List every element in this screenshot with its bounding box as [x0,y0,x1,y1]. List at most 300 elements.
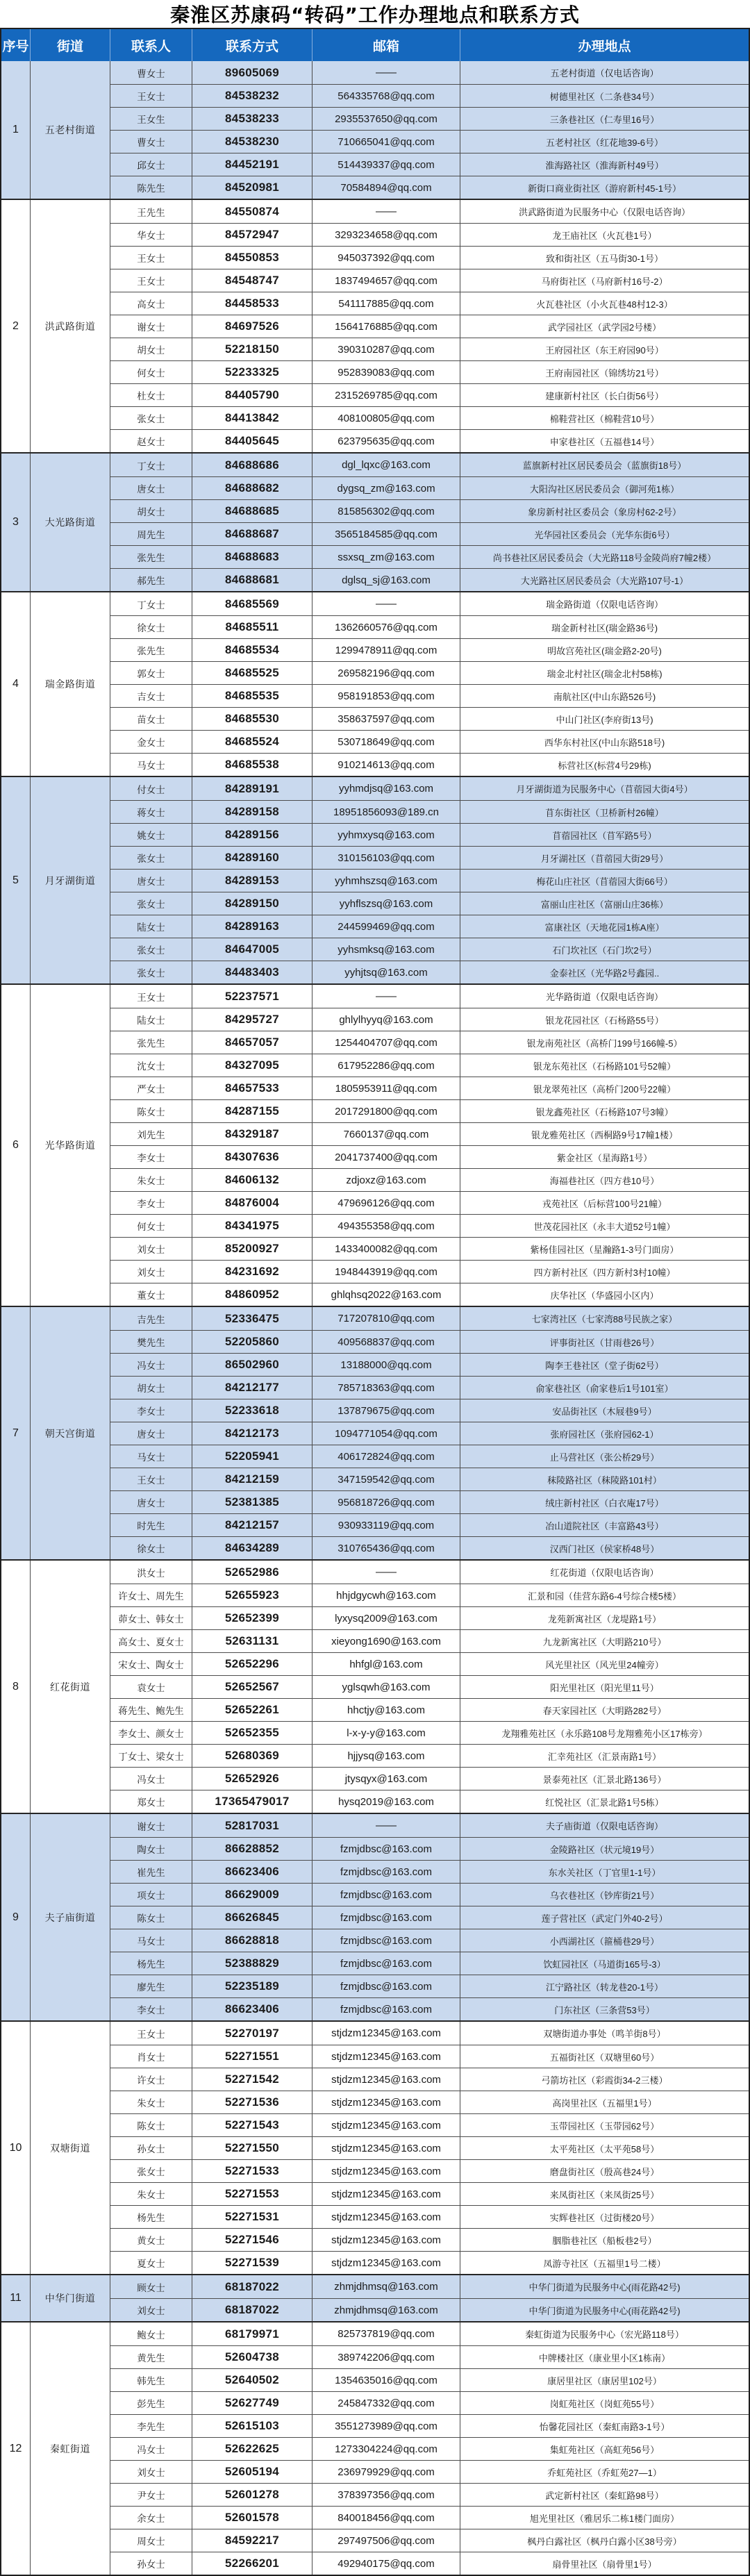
table-row [110,2228,749,2251]
table-row [110,1422,749,1445]
email-cell: 717207810@qq.com [312,1307,460,1330]
location-cell: 秦虹街道为民服务中心（宏光路118号） [525,2329,684,2340]
contact-name-cell: 刘女士 [110,1238,192,1260]
phone-cell: 52235189 [192,1975,312,1997]
phone-cell: 52271551 [192,2045,312,2068]
table-row [110,2251,749,2274]
email-cell: stjdzm12345@163.com [312,2022,460,2045]
contact-name-cell: 鲍女士 [110,2322,192,2345]
location-cell: 武学园社区（武学园2号楼） [547,322,662,333]
phone-cell: 84688682 [192,477,312,499]
contact-name-cell: 周先生 [110,523,192,545]
phone-cell: 68187022 [192,2275,312,2298]
phone-cell: 89605069 [192,61,312,84]
email-cell: lyxysq2009@163.com [312,1607,460,1629]
location-cell: 红花街道（仅限电话咨询） [550,1568,659,1578]
contact-name-cell: 王女士 [110,247,192,269]
location-cell: 西华东村社区(中山东路518号) [544,737,665,748]
contact-name-cell: 许女士 [110,2068,192,2091]
table-row [110,961,749,983]
location-cell: 庆华社区（华盛园小区内） [550,1290,659,1301]
section-number-cell: 12 [1,2322,31,2575]
section-number-cell: 10 [1,2022,31,2274]
location-cell: 银龙花园社区（石杨路55号） [545,1015,664,1026]
contact-name-cell: 马女士 [110,1929,192,1952]
email-cell: 310156103@qq.com [312,847,460,869]
email-cell: 617952286@qq.com [312,1054,460,1077]
location-cell: 春天家园社区（大明路282号） [542,1705,667,1716]
location-cell: 汇景和园（佳营东路6-4号综合楼5楼） [527,1590,682,1602]
contact-name-cell: 洪女士 [110,1561,192,1584]
contact-name-cell: 苗女士 [110,708,192,730]
contact-name-cell: 马女士 [110,754,192,776]
location-cell: 淮海路社区（淮海新村49号） [545,160,664,171]
section-number-cell: 3 [1,454,31,591]
location-cell: 评事街社区（甘雨巷26号） [549,1337,660,1348]
location-cell: 紫杨佳园社区（星瀚路1-3号门面房） [530,1244,679,1255]
email-cell: 7660137@qq.com [312,1123,460,1145]
location-cell: 九龙新寓社区（大明路210号） [542,1636,667,1647]
email-cell: stjdzm12345@163.com [312,2160,460,2182]
location-cell: 龙王庙社区（火瓦巷1号） [552,230,657,241]
location-cell: 冶山道院社区（丰富路43号） [545,1520,664,1531]
email-cell: 13188000@qq.com [312,1354,460,1376]
location-cell: 止马营社区（张公桥29号） [549,1452,660,1463]
street-section [1,2274,749,2321]
table-row [110,1790,749,1813]
phone-cell: 84287155 [192,1100,312,1122]
email-cell: zhmjdhmsq@163.com [312,2299,460,2321]
table-row [110,1906,749,1929]
contact-name-cell: 李女士 [110,1399,192,1422]
email-cell: 358637597@qq.com [312,708,460,730]
section-rows [110,985,749,1306]
location-cell: 汇幸苑社区（汇景南路1号） [547,1751,662,1762]
table-row [110,1536,749,1559]
location-cell: 怡馨花园社区（秦虹南路3-1号） [539,2421,670,2432]
email-cell: fzmjdbsc@163.com [312,1906,460,1929]
email-cell: dgl_lqxc@163.com [312,454,460,476]
table-row [110,1330,749,1353]
email-cell: 492940175@qq.com [312,2552,460,2575]
phone-cell: 84327095 [192,1054,312,1077]
contact-name-cell: 徐女士 [110,1537,192,1559]
contact-name-cell: 黄女士 [110,2229,192,2251]
location-cell: 象房新村社区委员会（象房村62-2号） [527,506,682,517]
table-row [110,1652,749,1675]
phone-cell: 52655923 [192,1584,312,1606]
email-cell: 514439337@qq.com [312,153,460,176]
contact-name-cell: 刘女士 [110,2299,192,2321]
contact-table [0,28,750,2576]
email-cell: 2017291800@qq.com [312,1100,460,1122]
table-row [110,1307,749,1330]
email-cell: stjdzm12345@163.com [312,2252,460,2274]
phone-cell: 84413842 [192,407,312,429]
email-cell: 1805953911@qq.com [312,1077,460,1099]
table-row [110,1698,749,1721]
email-cell: fzmjdbsc@163.com [312,1998,460,2020]
table-row [110,800,749,823]
contact-name-cell: 张先生 [110,639,192,661]
phone-cell: 52271533 [192,2160,312,2182]
email-cell: —— [312,200,460,223]
email-cell: hysq2019@163.com [312,1790,460,1813]
section-rows [110,2275,749,2321]
email-cell: hhctjy@163.com [312,1699,460,1721]
phone-cell: 84657057 [192,1031,312,1054]
phone-cell: 84572947 [192,224,312,246]
phone-cell: 52381385 [192,1491,312,1513]
contact-name-cell: 王女生 [110,108,192,130]
phone-cell: 84657533 [192,1077,312,1099]
phone-cell: 84212159 [192,1468,312,1490]
phone-cell: 52271550 [192,2137,312,2159]
contact-name-cell: 冯女士 [110,2438,192,2460]
phone-cell: 84685569 [192,592,312,615]
contact-name-cell: 王女士 [110,2022,192,2045]
phone-cell: 84483403 [192,961,312,983]
location-cell: 银龙雅苑社区（西桐路9号17幢1楼） [531,1129,678,1140]
header-seq-no: 序号 [1,29,31,61]
location-cell: 秣陵路社区（秣陵路101村） [547,1474,662,1486]
email-cell: 310765436@qq.com [312,1537,460,1559]
email-cell: 137879675@qq.com [312,1399,460,1422]
contact-name-cell: 唐女士 [110,1491,192,1513]
table-row [110,176,749,199]
phone-cell: 52601578 [192,2507,312,2529]
table-row [110,1513,749,1536]
email-cell: 245847332@qq.com [312,2392,460,2414]
contact-name-cell: 华女士 [110,224,192,246]
email-cell: 785718363@qq.com [312,1377,460,1399]
contact-name-cell: 崔先生 [110,1861,192,1883]
location-cell: 风光里社区（风光里24幢旁） [545,1659,664,1670]
street-name-cell: 双塘街道 [31,2022,110,2274]
phone-cell: 84452191 [192,153,312,176]
phone-cell: 52604738 [192,2346,312,2368]
table-row [110,107,749,130]
contact-name-cell: 付女士 [110,777,192,800]
section-rows [110,1307,749,1559]
contact-name-cell: 朱女士 [110,2091,192,2113]
location-cell: 弓箭坊社区（彩霞街34-2三楼） [541,2075,668,2086]
street-section [1,2321,749,2575]
table-row [110,1283,749,1306]
phone-cell: 84295727 [192,1008,312,1031]
phone-cell: 84688685 [192,500,312,522]
section-rows [110,592,749,776]
location-cell: 王府园社区（东王府园90号） [545,344,664,356]
phone-cell: 17365479017 [192,1790,312,1813]
location-cell: 安品街社区（木屐巷9号） [552,1406,657,1417]
contact-name-cell: 李先生 [110,2415,192,2437]
location-cell: 新街口商业街社区（游府新村45-1号） [527,183,682,194]
phone-cell: 52652355 [192,1722,312,1744]
table-row [110,84,749,107]
contact-name-cell: 陈女士 [110,1906,192,1929]
contact-name-cell: 肖女士 [110,2045,192,2068]
header-email: 邮箱 [312,29,460,61]
street-name-cell: 光华路街道 [31,985,110,1306]
phone-cell: 52270197 [192,2022,312,2045]
contact-name-cell: 项女士 [110,1884,192,1906]
location-cell: 实辉巷社区（过街楼20号） [549,2212,660,2223]
email-cell: 2041737400@qq.com [312,1146,460,1168]
table-row [110,2322,749,2345]
contact-name-cell: 韩先生 [110,2369,192,2391]
email-cell: ghlqhsq2022@163.com [312,1283,460,1306]
location-cell: 戎苑社区（后标营100号21幢） [542,1198,667,1209]
email-cell: 390310287@qq.com [312,338,460,360]
phone-cell: 52271546 [192,2229,312,2251]
phone-cell: 52336475 [192,1307,312,1330]
street-name-cell: 五老村街道 [31,61,110,199]
location-cell: 景泰苑社区（汇景北路136号） [542,1774,667,1785]
location-cell: 树德里社区（二条巷34号） [549,91,660,102]
email-cell: yyhmdjsq@163.com [312,777,460,800]
phone-cell: 86626845 [192,1906,312,1929]
email-cell: 389742206@qq.com [312,2346,460,2368]
phone-cell: 84329187 [192,1123,312,1145]
contact-name-cell: 朱女士 [110,2183,192,2205]
table-row [110,2298,749,2321]
email-cell: 958191853@qq.com [312,685,460,707]
contact-name-cell: 杜女士 [110,384,192,406]
email-cell: 1299478911@qq.com [312,639,460,661]
section-number-cell: 7 [1,1307,31,1559]
location-cell: 南航社区(中山东路526号) [553,691,656,702]
contact-name-cell: 胡女士 [110,500,192,522]
phone-cell: 52817031 [192,1814,312,1837]
table-row [110,938,749,961]
contact-name-cell: 王女士 [110,1468,192,1490]
street-section [1,591,749,776]
phone-cell: 52652261 [192,1699,312,1721]
phone-cell: 84688687 [192,523,312,545]
phone-cell: 84685525 [192,662,312,684]
street-name-cell: 秦虹街道 [31,2322,110,2575]
street-name-cell: 朝天宫街道 [31,1307,110,1559]
table-row [110,1399,749,1422]
location-cell: 胭脂巷社区（船板巷2号） [552,2235,657,2246]
contact-name-cell: 陈先生 [110,176,192,199]
location-cell: 五老村街道（仅电话咨询） [550,68,659,78]
email-cell: 409568837@qq.com [312,1331,460,1353]
contact-name-cell: 宋女士、陶女士 [110,1653,192,1675]
contact-name-cell: 陈女士 [110,1100,192,1122]
phone-cell: 86628852 [192,1838,312,1860]
location-cell: 武定新村社区（秦虹路98号） [545,2490,664,2501]
contact-name-cell: 刘女士 [110,2461,192,2483]
table-row [110,2275,749,2298]
email-cell: xieyong1690@163.com [312,1630,460,1652]
email-cell: 244599469@qq.com [312,915,460,938]
table-row [110,1860,749,1883]
street-name-cell: 夫子庙街道 [31,1814,110,2020]
phone-cell: 84405790 [192,384,312,406]
email-cell: fzmjdbsc@163.com [312,1929,460,1952]
email-cell: 840018456@qq.com [312,2507,460,2529]
table-row [110,454,749,476]
email-cell: l-x-y-y@163.com [312,1722,460,1744]
phone-cell: 84289156 [192,824,312,846]
email-cell: stjdzm12345@163.com [312,2229,460,2251]
email-cell: stjdzm12345@163.com [312,2206,460,2228]
table-row [110,1237,749,1260]
phone-cell: 84550874 [192,200,312,223]
contact-name-cell: 郭女士 [110,662,192,684]
email-cell: 541117885@qq.com [312,292,460,315]
contact-name-cell: 唐女士 [110,870,192,892]
contact-name-cell: 唐女士 [110,1422,192,1445]
email-cell: 408100805@qq.com [312,407,460,429]
table-row [110,153,749,176]
location-cell: 大阳沟社区居民委员会（御河苑1栋） [529,483,680,495]
contact-name-cell: 唐女士 [110,477,192,499]
table-row [110,1260,749,1283]
section-number-cell: 9 [1,1814,31,2020]
table-row [110,2113,749,2136]
contact-name-cell: 李女士 [110,1192,192,1214]
email-cell: fzmjdbsc@163.com [312,1861,460,1883]
contact-name-cell: 蒋先生、鲍先生 [110,1699,192,1721]
phone-cell: 68187022 [192,2299,312,2321]
street-section [1,452,749,591]
location-cell: 莲子营社区（武定门外40-2号） [541,1913,668,1924]
table-row [110,522,749,545]
table-row [110,1675,749,1698]
phone-cell: 84538233 [192,108,312,130]
table-row [110,869,749,892]
table-row [110,1561,749,1584]
email-cell: 3565184585@qq.com [312,523,460,545]
phone-cell: 84685535 [192,685,312,707]
phone-cell: 52652926 [192,1768,312,1790]
contact-name-cell: 王女士 [110,985,192,1008]
location-cell: 中华门街道为民服务中心(雨花路42号) [528,2305,681,2316]
table-row [110,1584,749,1606]
location-cell: 旭光里社区（雅居乐二栋1楼门面房） [529,2513,680,2524]
email-cell: 406172824@qq.com [312,1445,460,1468]
table-row [110,499,749,522]
email-cell: 710665041@qq.com [312,131,460,153]
contact-name-cell: 严女士 [110,1077,192,1099]
location-cell: 梅花山庄社区（苜蓿园大街66号） [536,876,673,887]
location-cell: 龙翔雅苑社区（永乐路108号龙翔雅苑小区17栋旁） [501,1728,708,1739]
phone-cell: 52652399 [192,1607,312,1629]
phone-cell: 52601278 [192,2484,312,2506]
phone-cell: 84289160 [192,847,312,869]
location-cell: 龙苑新寓社区（龙堤路1号） [547,1613,662,1624]
email-cell: yyhflszsq@163.com [312,892,460,915]
location-cell: 康居里社区（康居里102号） [547,2375,662,2386]
contact-name-cell: 杨先生 [110,1952,192,1975]
section-rows [110,1561,749,1813]
phone-cell: 52271542 [192,2068,312,2091]
table-row [110,2022,749,2045]
table-row [110,476,749,499]
contact-name-cell: 黄先生 [110,2346,192,2368]
table-row [110,2159,749,2182]
location-cell: 世茂花园社区（永丰大道52号1幢） [533,1221,676,1232]
location-cell: 标营社区(标营4号29栋) [558,760,651,771]
table-body [1,61,749,2575]
email-cell: 347159542@qq.com [312,1468,460,1490]
table-row [110,429,749,452]
header-street: 街道 [31,29,110,61]
street-name-cell: 红花街道 [31,1561,110,1813]
contact-name-cell: 陈女士 [110,2114,192,2136]
table-row [110,2136,749,2159]
table-row [110,130,749,153]
location-cell: 光华路街道（仅限电话咨询） [545,992,663,1002]
contact-name-cell: 樊先生 [110,1331,192,1353]
street-name-cell: 洪武路街道 [31,200,110,452]
location-cell: 乔虹苑社区（乔虹苑27—1） [547,2467,662,2478]
email-cell: hjjysq@163.com [312,1745,460,1767]
table-row [110,315,749,338]
email-cell: 18951856093@189.cn [312,801,460,823]
email-cell: 815856302@qq.com [312,500,460,522]
phone-cell: 84685530 [192,708,312,730]
email-cell: hhfgl@163.com [312,1653,460,1675]
phone-cell: 52237571 [192,985,312,1008]
contact-name-cell: 冯女士 [110,1354,192,1376]
section-number-cell: 4 [1,592,31,776]
phone-cell: 84289150 [192,892,312,915]
contact-name-cell: 彭先生 [110,2392,192,2414]
location-cell: 阳光里社区（阳光里11号） [550,1682,659,1693]
contact-name-cell: 姚女士 [110,824,192,846]
table-row [110,846,749,869]
location-cell: 中牌楼社区（康业里小区1栋南） [538,2352,671,2363]
table-row [110,638,749,661]
table-row [110,1214,749,1237]
street-section [1,1306,749,1559]
phone-cell: 84685538 [192,754,312,776]
location-cell: 石门坎社区（石门坎2号） [552,945,657,956]
contact-name-cell: 张先生 [110,546,192,568]
street-section [1,776,749,983]
table-row [110,1468,749,1490]
table-row [110,2045,749,2068]
phone-cell: 84647005 [192,938,312,961]
contact-name-cell: 何女士 [110,1215,192,1237]
phone-cell: 84688686 [192,454,312,476]
phone-cell: 84520981 [192,176,312,199]
email-cell: fzmjdbsc@163.com [312,1884,460,1906]
email-cell: 494355358@qq.com [312,1215,460,1237]
contact-name-cell: 顾女士 [110,2275,192,2298]
table-row [110,1721,749,1744]
table-row [110,2345,749,2368]
phone-cell: 52652296 [192,1653,312,1675]
section-rows [110,777,749,983]
table-row [110,1975,749,1997]
location-cell: 高岗里社区（五福里1号） [552,2097,657,2109]
phone-cell: 52622625 [192,2438,312,2460]
contact-name-cell: 胡女士 [110,1377,192,1399]
table-row [110,2368,749,2391]
location-cell: 枫丹白露社区（枫丹白露小区38号旁） [527,2536,682,2547]
contact-name-cell: 马女士 [110,1445,192,1468]
contact-name-cell: 许女士、周先生 [110,1584,192,1606]
location-cell: 岗虹苑社区（岗虹苑55号） [549,2398,660,2409]
location-cell: 五老村社区（红花地39-6号） [545,137,664,148]
email-cell: stjdzm12345@163.com [312,2137,460,2159]
location-cell: 张府园社区（张府园62-1） [550,1429,659,1440]
